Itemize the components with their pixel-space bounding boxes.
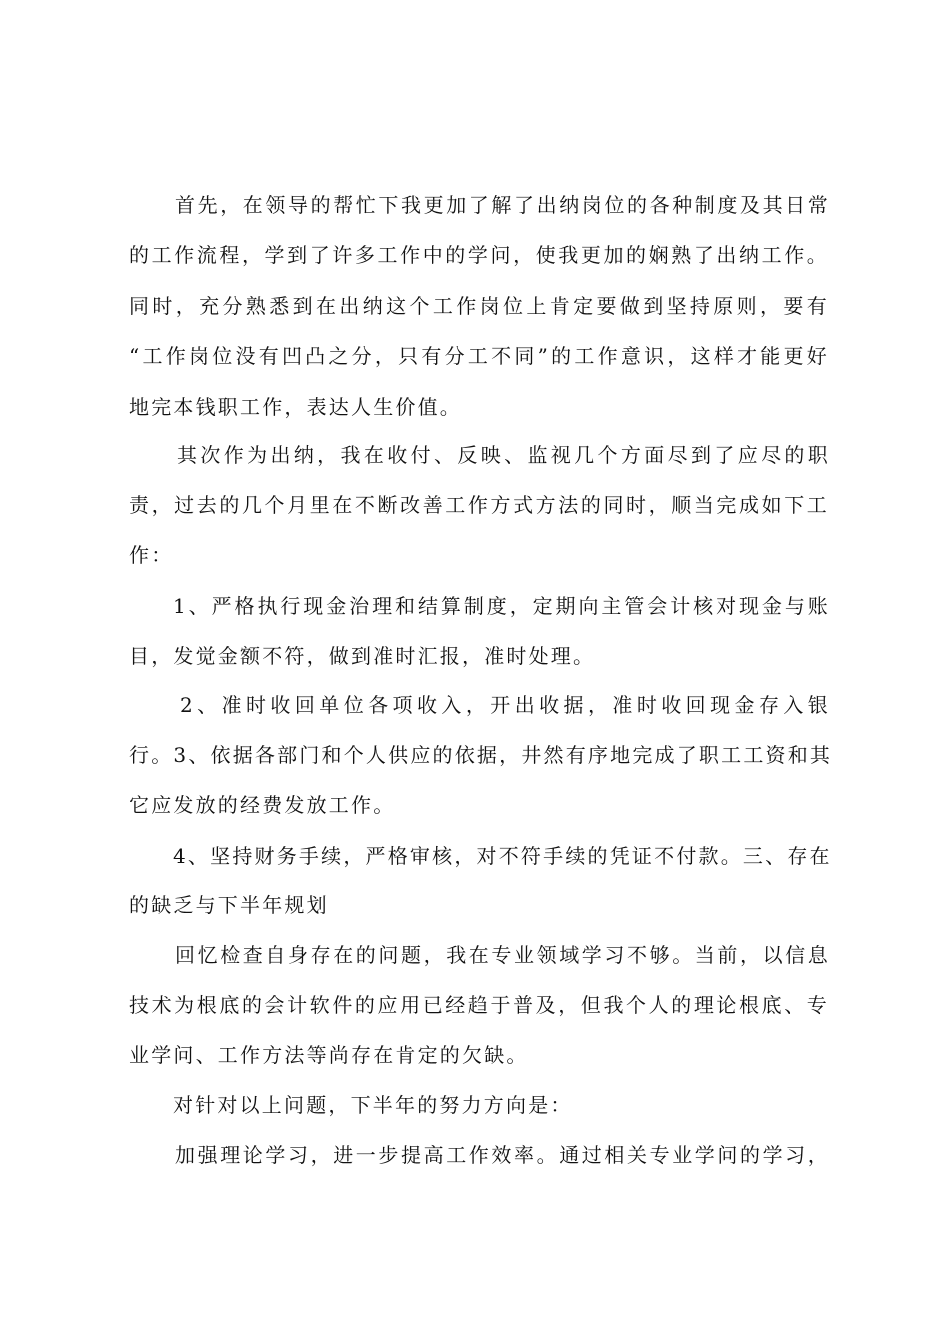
text-line: 1、严格执行现金治理和结算制度，定期向主管会计核对现金与账: [173, 594, 830, 618]
text-line: 目，发觉金额不符，做到准时汇报，准时处理。: [129, 644, 596, 668]
text-line: 的缺乏与下半年规划: [129, 893, 329, 917]
text-line: 责，过去的几个月里在不断改善工作方式方法的同时，顺当完成如下工: [129, 493, 829, 517]
text-line: 首先，在领导的帮忙下我更加了解了出纳岗位的各种制度及其日常: [175, 193, 830, 217]
text-line: 同时，充分熟悉到在出纳这个工作岗位上肯定要做到坚持原则，要有: [129, 294, 829, 318]
text-line: 技术为根底的会计软件的应用已经趋于普及，但我个人的理论根底、专: [129, 993, 829, 1017]
text-line: 地完本钱职工作，表达人生价值。: [129, 395, 462, 419]
text-line: 行。3、依据各部门和个人供应的依据，井然有序地完成了职工工资和其: [129, 743, 833, 767]
text-line: 业学问、工作方法等尚存在肯定的欠缺。: [129, 1043, 529, 1067]
text-line: 2、准时收回单位各项收入，开出收据，准时收回现金存入银: [180, 693, 830, 717]
text-line: “工作岗位没有凹凸之分，只有分工不同”的工作意识，这样才能更好: [129, 344, 829, 368]
text-line: 其次作为出纳，我在收付、反映、监视几个方面尽到了应尽的职: [177, 443, 830, 467]
text-line: 加强理论学习，进一步提高工作效率。通过相关专业学问的学习，: [175, 1143, 830, 1167]
text-line: 回忆检查自身存在的问题，我在专业领域学习不够。当前，以信息: [175, 943, 830, 967]
text-line: 它应发放的经费发放工作。: [129, 793, 396, 817]
text-line: 的工作流程，学到了许多工作中的学问，使我更加的娴熟了出纳工作。: [129, 243, 829, 267]
text-line: 4、坚持财务手续，严格审核，对不符手续的凭证不付款。三、存在: [173, 844, 832, 868]
text-line: 对针对以上问题，下半年的努力方向是：: [173, 1093, 573, 1117]
text-line: 作：: [129, 543, 174, 567]
